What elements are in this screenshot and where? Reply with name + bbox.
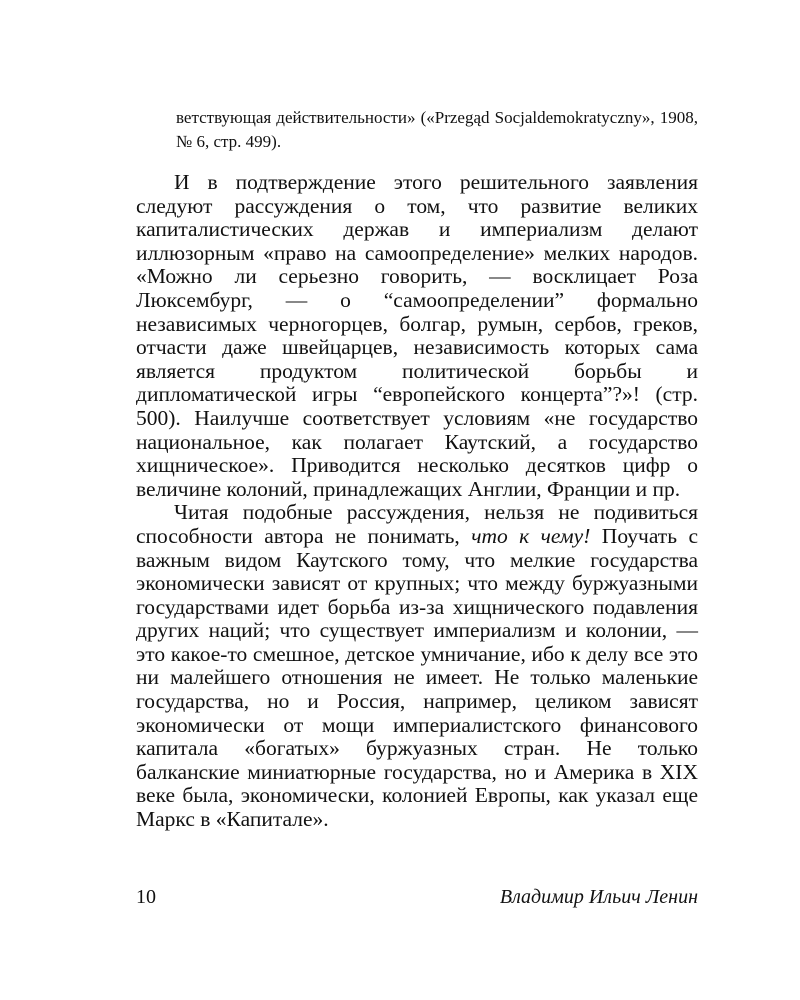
paragraph-2-start: Читая подобные рассуждения, нельзя не подивиться способности автора не понимать, [136, 500, 698, 548]
paragraph-1: И в подтверждение этого решительного заявления следуют рассуждения о том, что развитие великих капиталистических держав и империализм делают иллюзорным «право на самоопределение» мелких народов. «Можно ли серьезно говорить, — восклицает Роза Люксембург, — о “самоопределении” формально независимых черногорцев, болгар, румын, сербов, греков, отчасти даже швейцарцев, независимость которых сама является продуктом политической борьбы и дипломатической игры “европейского концерта”?»! (стр. 500). Наилучше соответствует условиям «не государство национальное, как полагает Каутский, а государство хищническое». Приводится несколько десятков цифр о величине колоний, принадлежащих Англии, Франции и пр. [136, 170, 698, 501]
paragraph-2-emphasis: что к чему! [471, 523, 591, 548]
paragraph-2 [136, 501, 698, 831]
page-number: 10 [136, 886, 156, 908]
running-footer-author: Владимир Ильич Ленин [499, 886, 698, 908]
paragraph-2-rest: Поучать с важным видом Каутского тому, что мелкие государства экономически зависят от крупных; что между буржуазными государствами идет борьба из-за хищнического подавления других наций; что существует империализм и колонии, — это какое-то смешное, детское умничание, ибо к делу все это ни малейшего отношения не имеет. Не только маленькие государства, но и Россия, например, целиком зависят экономически от мощи империалистского финансового капитала «богатых» буржуазных стран. Не только балканские миниатюрные государства, но и Америка в XIX веке была, экономически, колонией Европы, как указал еще Маркс в «Капитале». [136, 523, 698, 832]
footnote-continuation: ветствующая действительности» («Przegąd Socjaldemokratyczny», 1908, № 6, стр. 499). [176, 108, 698, 151]
page-footer [136, 886, 698, 914]
main-text [136, 171, 698, 832]
